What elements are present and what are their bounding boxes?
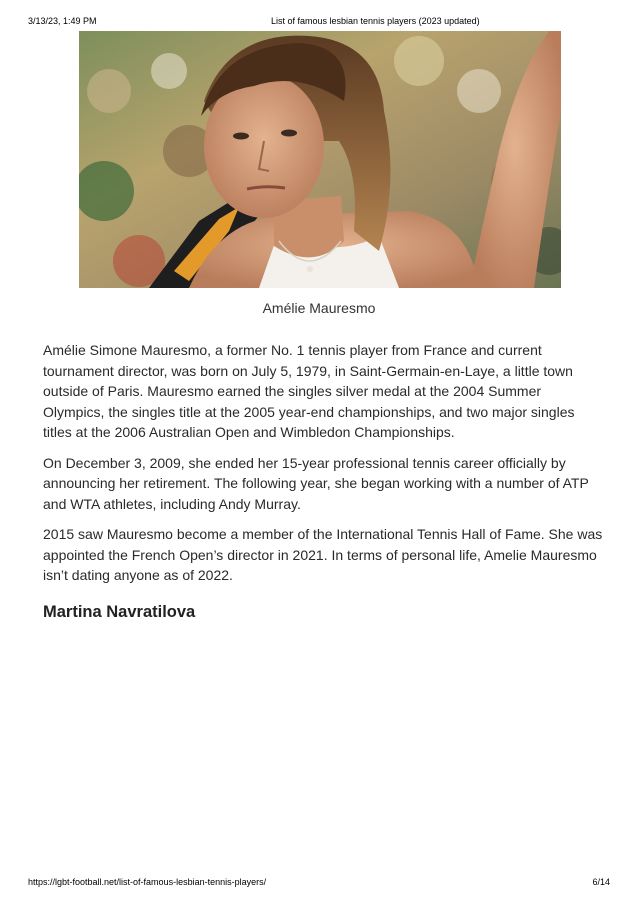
article-paragraph: On December 3, 2009, she ended her 15-year professional tennis career officially by announcing her retirement. The following year, she began working with a number of ATP and WTA athletes, including Andy Murray. xyxy=(43,454,589,512)
print-header xyxy=(0,0,638,30)
tennis-player-photo xyxy=(79,31,561,288)
print-page-title: List of famous lesbian tennis players (2023 updated) xyxy=(271,16,480,26)
page-number: 6/14 xyxy=(592,877,610,887)
article-paragraph: Amélie Simone Mauresmo, a former No. 1 tennis player from France and current tournament director, was born on July 5, 1979, in Saint-Germain-en-Laye, a little town outside of Paris. Mauresmo earned the singles silver medal at the 2004 Summer Olympics, the singles title at the 2005 year-end championships, and two major singles titles at the 2006 Australian Open and Wimbledon Championships. xyxy=(43,342,575,440)
print-footer xyxy=(0,873,638,893)
article-photo xyxy=(79,31,561,288)
print-url: https://lgbt-football.net/list-of-famous-lesbian-tennis-players/ xyxy=(28,877,267,887)
section-heading: Martina Navratilova xyxy=(43,602,196,621)
photo-caption: Amélie Mauresmo xyxy=(262,300,376,316)
article-paragraph: 2015 saw Mauresmo become a member of the International Tennis Hall of Fame. She was appointed the French Open’s director in 2021. In terms of personal life, Amelie Mauresmo isn’t dating anyone as of 2022. xyxy=(43,526,603,583)
article-body xyxy=(43,340,603,622)
print-datetime: 3/13/23, 1:49 PM xyxy=(28,16,97,26)
